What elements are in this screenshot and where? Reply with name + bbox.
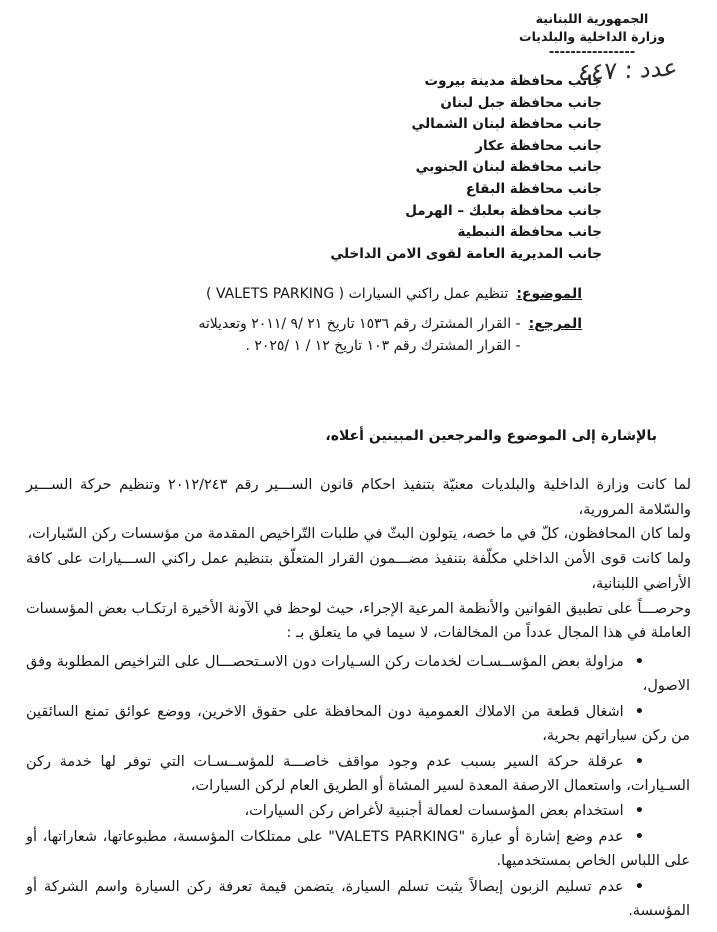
addressee-line: جانب محافظة النبطية xyxy=(457,224,602,241)
addressee-line: جانب محافظة البقاع xyxy=(465,180,602,197)
reference-items xyxy=(198,314,520,357)
violation-item: • عدم وضع إشارة أو عبارة "VALETS PARKING" على ممتلكات المؤسسة، مطبوعاتها، شعاراتها، أو على اللباس الخاص بمستخدميها. xyxy=(26,825,690,874)
subject-label: الموضوع: xyxy=(516,286,582,302)
addressee-line: جانب محافظة بعلبك – الهرمل xyxy=(405,202,602,219)
addressee-line: جانب المديرية العامة لقوى الامن الداخلي xyxy=(330,245,602,262)
addressee-list xyxy=(330,71,602,265)
violations-list xyxy=(26,650,690,924)
violation-item: • عدم تسليم الزبون إيصالاً يثبت تسلم السيارة، يتضمن قيمة تعرفة ركن السيارة واسم الشركة أو المؤسسة. xyxy=(26,875,690,924)
handwritten-registry-number: عدد : ٤٤٧ xyxy=(577,53,679,87)
letterhead-separator: ---------------- xyxy=(548,45,636,60)
subject-row xyxy=(60,284,582,305)
letterhead xyxy=(483,10,701,58)
reference-item: - القرار المشترك رقم ١٥٣٦ تاريخ ٢١ /٩ /٢٠١١ وتعديلاته xyxy=(198,316,521,332)
reference-row xyxy=(60,314,582,357)
reference-item: - القرار المشترك رقم ١٠٣ تاريخ ١٢ / ١ /٢٠٢٥ . xyxy=(245,337,521,354)
salutation-line: بالإشارة إلى الموضوع والمرجعين المبينين أعلاه، xyxy=(325,428,657,444)
republic-title: الجمهورية اللبنانية xyxy=(535,11,649,26)
reference-label: المرجع: xyxy=(528,316,582,332)
body-paragraph: ولما كان المحافظون، كلّ في ما خصه، يتولون البثّ في طلبات التّراخيص المقدمة من مؤسسات ركن السّيارات، xyxy=(27,526,691,543)
body-paragraph: ولما كانت قوى الأمن الداخلي مكلّفة بتنفيذ مضـــمون القرار المتعلّق بتنظيم عمل راكني الســـيارات على كافة الأراضي اللبنانية، xyxy=(26,551,691,592)
violation-item: • عرقلة حركة السير بسبب عدم وجود مواقف خاصـــة للمؤســسـات التي توفر لها خدمة ركن السـيارات، واستعمال الارصفة المعدة لسير المشاة أو الطريق العام لركن السيارات، xyxy=(26,750,690,799)
ministry-title: وزارة الداخلية والبلديات xyxy=(519,29,665,44)
addressee-line: جانب محافظة لبنان الجنوبي xyxy=(415,159,602,176)
addressee-line: جانب محافظة لبنان الشمالي xyxy=(411,116,602,133)
body-paragraph: لما كانت وزارة الداخلية والبلديات معنيّة بتنفيذ احكام قانون الســـير رقم ٢٠١٢/٢٤٣ وتنظيم حركة الســـير والسّلامة المرورية، xyxy=(26,477,691,518)
body-paragraph: وحرصـــاً على تطبيق القوانين والأنظمة المرعية الإجراء، حيث لوحظ في الآونة الأخيرة ارتكـاب بعض المؤسسات العاملة في هذا المجال عدداً من المخالفات، لا سيما في ما يتعلق بـ : xyxy=(26,600,691,642)
addressee-line: جانب محافظة جبل لبنان xyxy=(440,94,602,111)
violation-item: • اشغال قطعة من الاملاك العمومية دون المحافظة على حقوق الاخرين، ووضع عوائق تمنع السائقين من ركن سياراتهم بحرية، xyxy=(26,700,690,749)
body-paragraphs xyxy=(26,473,691,646)
violation-item: • استخدام بعض المؤسسات لعمالة أجنبية لأغراض ركن السيارات، xyxy=(26,799,690,823)
addressee-line: جانب محافظة عكار xyxy=(475,137,602,154)
violation-item: • مزاولة بعض المؤســسـات لخدمات ركن السـيارات دون الاسـتحصـــال على التراخيص المطلوبة وفق الاصول، xyxy=(26,650,690,699)
subject-text: تنظيم عمل راكني السيارات ( VALETS PARKING ) xyxy=(206,286,509,302)
addressee-line: جانب محافظة مدينة بيروت xyxy=(424,73,602,89)
